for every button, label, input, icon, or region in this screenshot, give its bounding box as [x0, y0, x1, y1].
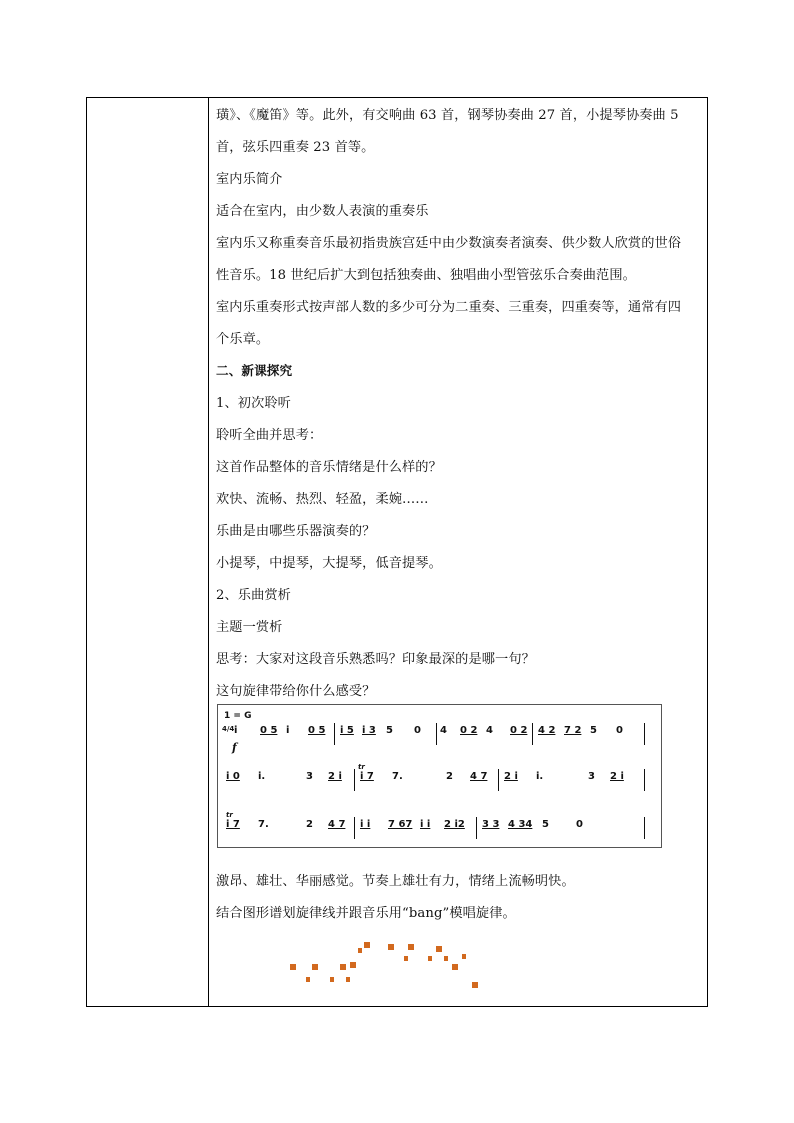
- note: 3: [588, 771, 595, 782]
- bar-line: [532, 723, 533, 745]
- text-line: 室内乐又称重奏音乐最初指贵族宫廷中由少数演奏者演奏、供少数人欣赏的世俗: [216, 236, 682, 251]
- note: 2: [306, 819, 313, 830]
- bar-line: [436, 723, 437, 745]
- text-line: 主题一赏析: [216, 620, 283, 635]
- graph-note: [436, 946, 442, 952]
- note: i.: [258, 771, 266, 782]
- text-line: 激昂、雄壮、华丽感觉。节奏上雄壮有力，情绪上流畅明快。: [216, 874, 575, 889]
- score-row-1: [224, 723, 655, 745]
- note: i i: [360, 819, 371, 830]
- score-row-2: [224, 763, 655, 791]
- text-line: 2、乐曲赏析: [216, 588, 291, 603]
- column-divider: [208, 98, 209, 1006]
- note: 0: [576, 819, 583, 830]
- graph-note: [340, 964, 346, 970]
- dynamic-mark: f: [232, 741, 237, 754]
- graph-note: [428, 956, 432, 961]
- text-line: 小提琴，中提琴，大提琴，低音提琴。: [216, 556, 442, 571]
- bar-line: [334, 723, 335, 745]
- graph-note: [364, 942, 370, 948]
- graph-note: [312, 964, 318, 970]
- text-line: 室内乐重奏形式按声部人数的多少可分为二重奏、三重奏，四重奏等，通常有四: [216, 300, 682, 315]
- note: 4 2: [538, 725, 556, 736]
- time-signature: 4/4: [222, 725, 235, 733]
- text-line: 室内乐简介: [216, 172, 283, 187]
- text-line: 欢快、流畅、热烈、轻盈，柔婉……: [216, 492, 429, 507]
- text-line: 1、初次聆听: [216, 396, 291, 411]
- note: 3 3: [482, 819, 500, 830]
- graph-note: [290, 964, 296, 970]
- note: i 7: [360, 771, 374, 782]
- note: 2 i: [504, 771, 518, 782]
- note: 0 5: [260, 725, 278, 736]
- graph-note: [452, 964, 458, 970]
- graph-note: [358, 948, 362, 953]
- note: i 5: [340, 725, 354, 736]
- text-line: 乐曲是由哪些乐器演奏的？: [216, 524, 376, 539]
- note: 2 i: [610, 771, 624, 782]
- note: i: [234, 725, 238, 736]
- text-line: 性音乐。18 世纪后扩大到包括独奏曲、独唱曲小型管弦乐合奏曲范围。: [216, 268, 636, 283]
- graph-note: [306, 977, 310, 982]
- note: 0: [616, 725, 623, 736]
- note: 0: [414, 725, 421, 736]
- graph-note: [462, 954, 466, 959]
- note: 5: [542, 819, 549, 830]
- note: 7.: [392, 771, 403, 782]
- text-line: 这句旋律带给你什么感受？: [216, 684, 376, 699]
- trill-mark: tr: [226, 811, 233, 819]
- text-line: 这首作品整体的音乐情绪是什么样的？: [216, 460, 442, 475]
- note: 2 i2: [444, 819, 465, 830]
- note: 4: [440, 725, 447, 736]
- text-line: 思考：大家对这段音乐熟悉吗？印象最深的是哪一句？: [216, 652, 535, 667]
- bar-line: [498, 769, 499, 791]
- bar-line: [354, 817, 355, 839]
- text-line: 璜》、《魔笛》等。此外，有交响曲 63 首，钢琴协奏曲 27 首，小提琴协奏曲 5: [216, 108, 679, 123]
- graph-note: [404, 956, 408, 961]
- note: 4 7: [470, 771, 488, 782]
- graph-note: [350, 962, 356, 968]
- text-line: 适合在室内，由少数人表演的重奏乐: [216, 204, 429, 219]
- note: 5: [590, 725, 597, 736]
- note: 7.: [258, 819, 269, 830]
- note: 4 34: [508, 819, 533, 830]
- graph-note: [346, 977, 350, 982]
- lesson-table: [86, 97, 708, 1007]
- note: 2: [446, 771, 453, 782]
- bar-line: [644, 817, 645, 839]
- note: 2 i: [328, 771, 342, 782]
- music-score: [217, 704, 662, 848]
- note: i: [286, 725, 290, 736]
- section-heading: 二、新课探究: [216, 363, 293, 378]
- note: i 0: [226, 771, 240, 782]
- graph-note: [472, 982, 478, 988]
- key-signature: 1 = G: [224, 711, 252, 721]
- bar-line: [644, 769, 645, 791]
- note: i 7: [226, 819, 240, 830]
- text-line: 结合图形谱划旋律线并跟音乐用“bang”模唱旋律。: [216, 906, 516, 921]
- note: 4: [486, 725, 493, 736]
- text-line: 首，弦乐四重奏 23 首等。: [216, 140, 375, 155]
- note: 0 5: [308, 725, 326, 736]
- text-line: 个乐章。: [216, 332, 270, 347]
- graph-note: [388, 944, 394, 950]
- note: i i: [420, 819, 431, 830]
- score-row-3: [224, 811, 655, 839]
- bar-line: [354, 769, 355, 791]
- note: 7 2: [564, 725, 582, 736]
- note: 7 67: [388, 819, 413, 830]
- note: i.: [536, 771, 544, 782]
- bar-line: [644, 723, 645, 745]
- graph-note: [408, 944, 414, 950]
- note: 0 2: [460, 725, 478, 736]
- note: 5: [386, 725, 393, 736]
- note: 4 7: [328, 819, 346, 830]
- graphic-score: [276, 924, 496, 994]
- trill-mark: tr: [358, 763, 365, 771]
- graph-note: [330, 977, 334, 982]
- note: 0 2: [510, 725, 528, 736]
- note: 3: [306, 771, 313, 782]
- text-line: 聆听全曲并思考：: [216, 428, 323, 443]
- graph-note: [444, 956, 448, 961]
- bar-line: [476, 817, 477, 839]
- note: i 3: [362, 725, 376, 736]
